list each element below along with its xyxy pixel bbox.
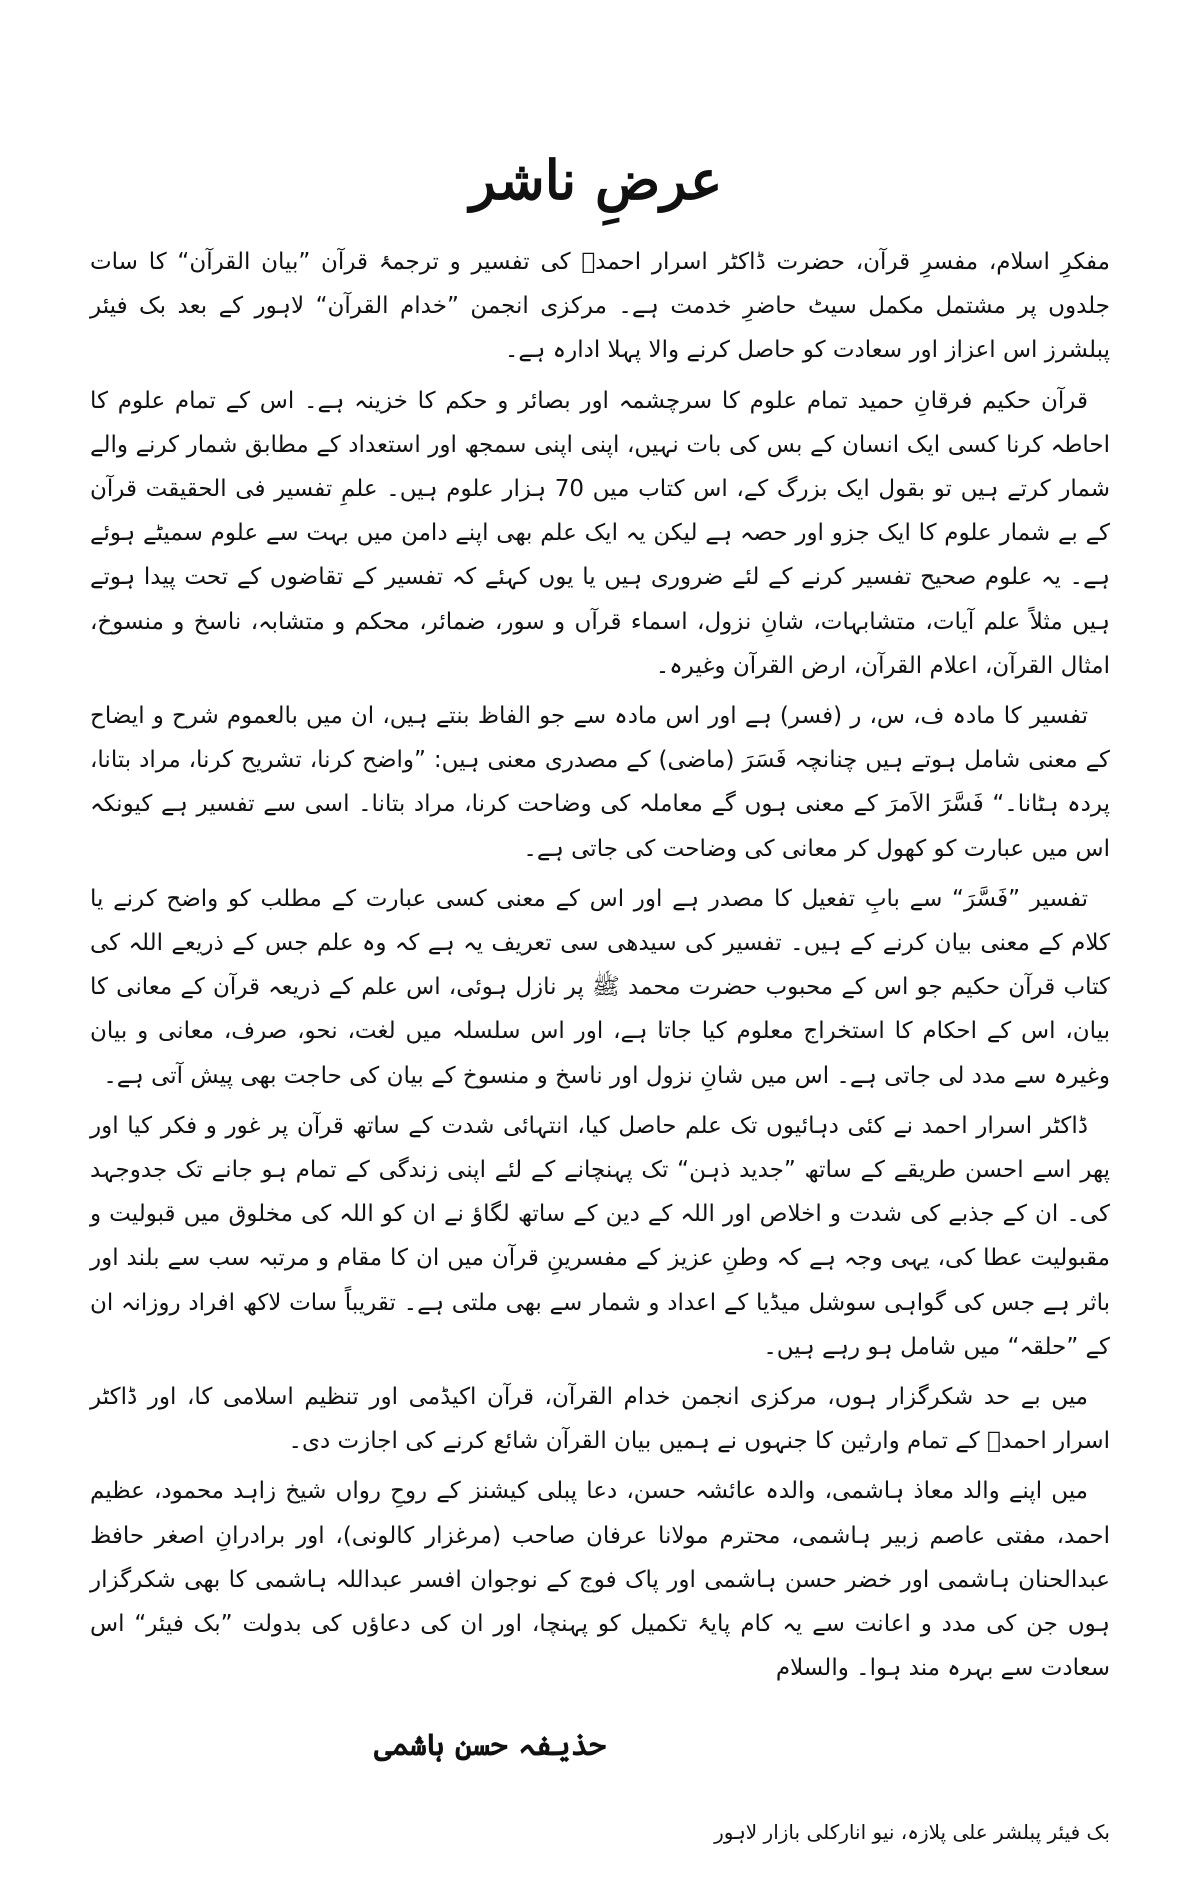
paragraph-thanks-anjuman: میں بے حد شکرگزار ہوں، مرکزی انجمن خدام القرآن، قرآن اکیڈمی اور تنظیم اسلامی کا، اور ڈاکٹر اسرار احمدؒ کے تمام وارثین کا جنہوں نے ہمیں بیان القرآن شائع کرنے کی اجازت دی۔ — [90, 1384, 1110, 1455]
signature: حذیفہ حسن ہاشمی — [374, 1728, 606, 1763]
paragraph-tafsir-root: تفسیر کا مادہ ف، س، ر (فسر) ہے اور اس مادہ سے جو الفاظ بنتے ہیں، ان میں بالعموم شرح و ایضاح کے معنی شامل ہوتے ہیں چنانچہ فَسَرَ (ماضی) کے مصدری معنی ہیں: ”واضح کرنا، تشریح کرنا، مراد بتانا، پردہ ہٹانا۔“ فَسَّرَ الاَمرَ کے معنی ہوں گے معاملہ کی وضاحت کرنا، مراد بتانا۔ اسی سے تفسیر ہے کیونکہ اس میں عبارت کو کھول کر معانی کی وضاحت کی جاتی ہے۔ — [90, 703, 1110, 862]
page-title: عرضِ ناشر — [469, 148, 723, 212]
paragraph-tafsir-definition: تفسیر ”فَسَّرَ“ سے بابِ تفعیل کا مصدر ہے اور اس کے معنی کسی عبارت کے مطلب کو واضح کرنے یا کلام کے معنی بیان کرنے کے ہیں۔ تفسیر کی سیدھی سی تعریف یہ ہے کہ وہ علم جس کے ذریعے اللہ کی کتاب قرآن حکیم جو اس کے محبوب حضرت محمد ﷺ پر نازل ہوئی، اس علم کے ذریعہ قرآن کے معانی کا بیان، اس کے احکام کا استخراج معلوم کیا جاتا ہے، اور اس سلسلہ میں لغت، نحو، صرف، معانی و بیان وغیرہ سے مدد لی جاتی ہے۔ اس میں شانِ نزول اور ناسخ و منسوخ کے بیان کی حاجت بھی پیش آتی ہے۔ — [90, 885, 1110, 1089]
publisher-note-body — [90, 240, 1110, 1697]
paragraph-dr-israr: ڈاکٹر اسرار احمد نے کئی دہائیوں تک علم حاصل کیا، انتہائی شدت کے ساتھ قرآن پر غور و فکر کیا اور پھر اسے احسن طریقے کے ساتھ ”جدید ذہن“ تک پہنچانے کے لئے اپنی زندگی کے تمام ہو جانے تک جدوجہد کی۔ ان کے جذبے کی شدت و اخلاص اور اللہ کے دین کے ساتھ لگاؤ نے ان کو اللہ کی مخلوق میں قبولیت و مقبولیت عطا کی، یہی وجہ ہے کہ وطنِ عزیز کے مفسرینِ قرآن میں ان کا مقام و مرتبہ سب سے بلند اور باثر ہے جس کی گواہی سوشل میڈیا کے اعداد و شمار سے بھی ملتی ہے۔ تقریباً سات لاکھ افراد روزانہ ان کے ”حلقہ“ میں شامل ہو رہے ہیں۔ — [90, 1112, 1110, 1360]
paragraph-quran-knowledge: قرآن حکیم فرقانِ حمید تمام علوم کا سرچشمہ اور بصائر و حکم کا خزینہ ہے۔ اس کے تمام علوم کا احاطہ کرنا کسی ایک انسان کے بس کی بات نہیں، اپنی اپنی سمجھ اور استعداد کے مطابق شمار کرنے والے شمار کرتے ہیں تو بقول ایک بزرگ کے، اس کتاب میں 70 ہزار علوم ہیں۔ علمِ تفسیر فی الحقیقت قرآن کے بے شمار علوم کا ایک جزو اور حصہ ہے لیکن یہ ایک علم بھی اپنے دامن میں بہت سے علوم سمیٹے ہوئے ہے۔ یہ علوم صحیح تفسیر کرنے کے لئے ضروری ہیں یا یوں کہئے کہ تفسیر کے تقاضوں کے تحت پیدا ہوتے ہیں مثلاً علم آیات، متشابہات، شانِ نزول، اسماء قرآں و سور، ضمائر، محکم و متشابہ، ناسخ و منسوخ، امثال القرآن، اعلام القرآن، ارض القرآن وغیرہ۔ — [90, 387, 1110, 679]
paragraph-introduction: مفکرِ اسلام، مفسرِ قرآن، حضرت ڈاکٹر اسرار احمدؒ کی تفسیر و ترجمۂ قرآن ”بیان القرآن“ کا سات جلدوں پر مشتمل مکمل سیٹ حاضرِ خدمت ہے۔ مرکزی انجمن ”خدام القرآن“ لاہور کے بعد بک فیئر پبلشرز اس اعزاز اور سعادت کو حاصل کرنے والا پہلا ادارہ ہے۔ — [90, 249, 1110, 364]
publisher-address: بک فیئر پبلشر علی پلازہ، نیو انارکلی بازار لاہور — [714, 1820, 1110, 1844]
paragraph-thanks-family: میں اپنے والد معاذ ہاشمی، والدہ عائشہ حسن، دعا پبلی کیشنز کے روحِ رواں شیخ زاہد محمود، عظیم احمد، مفتی عاصم زبیر ہاشمی، محترم مولانا عرفان صاحب (مرغزار کالونی)، اور برادرانِ اصغر حافظ عبدالحنان ہاشمی اور خضر حسن ہاشمی اور پاک فوج کے نوجوان افسر عبداللہ ہاشمی کا بھی شکرگزار ہوں جن کی مدد و اعانت سے یہ کام پایۂ تکمیل کو پہنچا، اور ان کی دعاؤں کی بدولت ”بک فیئر“ اس سعادت سے بہرہ مند ہوا۔ والسلام — [90, 1478, 1110, 1682]
